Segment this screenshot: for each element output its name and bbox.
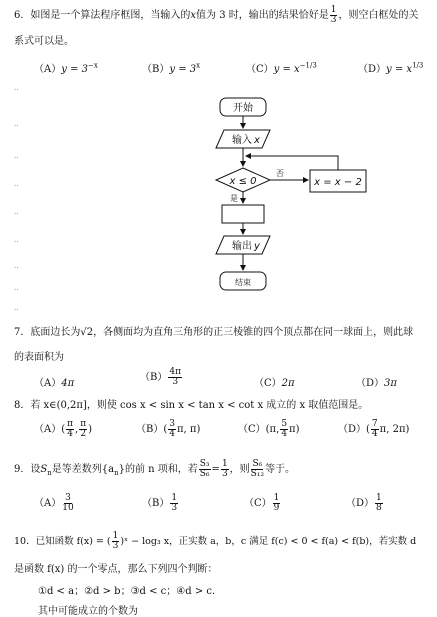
q6-option-c: $(C)y = x^{-1/3}$ [246,61,317,75]
q10-line4: 其中可能成立的个数为 [38,606,138,617]
line-marker: .. [14,284,19,292]
q6-option-b: $(B)y = 3^x$ [142,61,201,75]
q9-option-b: （B） $\frac{1}{3}$ [142,493,178,513]
q6-line2: 系式可以是。 [14,36,74,47]
q10-line2: 是函数 f(x) 的一个零点，那么下列四个判断： [14,564,218,575]
q8-option-d: （D）( $\frac{7}{4}$ π, 2π) [338,419,410,439]
q7-option-a: （A）4π [34,378,75,389]
flow-assign-label: x = x − 2 [314,177,362,188]
flow-loop-arrow [246,156,338,170]
q6-option-a: $(A)y = 3^{-x}$ [34,61,98,75]
q10-line1: 10．已知函数 f(x) = ( $\frac{1}{3}$ )ˣ − log₃ x，正实数 a，b，c 满足 f(c) < 0 < f(a) < f(b)，若实数 d [14,531,417,551]
q9-option-c: （C） $\frac{1}{9}$ [244,493,280,513]
line-marker: .. [14,120,19,128]
q6-option-d: $(D)y = x^{1/3}$ [358,61,424,75]
flow-output-label: 输出 y [232,241,260,252]
q8-option-b: （B）( $\frac{3}{4}$ π, π) [136,419,201,439]
line-marker: .. [14,236,19,244]
flow-blank-box [222,205,264,223]
q7-line1: 7．底面边长为√2，各侧面均为直角三角形的正三棱锥的四个顶点都在同一球面上，则此球 [14,327,414,338]
line-marker: .. [14,152,19,160]
flow-start-label: 开始 [233,103,253,114]
q8-stem: 8．若 x∈(0,2π]，则使 cos x < sin x < tan x < cot x 成立的 x 取值范围是。 [14,400,369,411]
flow-input-label: 输入 x [232,135,260,146]
q7-option-b: （B） $\frac{4\pi}{3}$ [140,367,182,387]
line-marker: .. [14,304,19,312]
q8-option-a: （A）( $\frac{\pi}{4}$ , $\frac{\pi}{2}$ ) [34,419,93,439]
line-marker: .. [14,262,19,270]
line-marker: .. [14,84,19,92]
q10-line3: ①d < a；②d > b；③d < c；④d > c． [38,586,222,597]
q9-stem: 9．设$S_n$是等差数列$\{a_n\}$的前 n 项和，若 $\frac{\text{S₃}}{\text{S₆}}$ = $\frac{1}{3}$ ，则 $\frac{\text{S₆}}{\text{S₁₂}}$ 等于。 [14,459,296,479]
q6-line1: 6．如图是一个算法程序框图，当输入的x值为 3 时，输出的结果恰好是 $\frac{1}{3}$ ，则空白框处的关 [14,5,419,25]
q7-line2: 的表面积为 [14,352,64,363]
q7-option-d: （D）3π [356,378,397,389]
line-marker: .. [14,180,19,188]
q9-option-a: （A） $\frac{3}{10}$ [34,493,74,513]
flow-end-label: 结束 [235,278,251,287]
q6-fraction: $\frac{1}{3}$ [330,5,337,25]
flow-decision-label: x ≤ 0 [229,176,257,187]
flow-no-label: 否 [276,169,284,178]
q8-option-c: （C）(π, $\frac{5}{4}$ π) [238,419,300,439]
q7-option-c: （C）2π [254,378,295,389]
flow-yes-label: 是 [230,194,238,203]
q9-option-d: （D） $\frac{1}{8}$ [346,493,382,513]
line-marker: .. [14,208,19,216]
